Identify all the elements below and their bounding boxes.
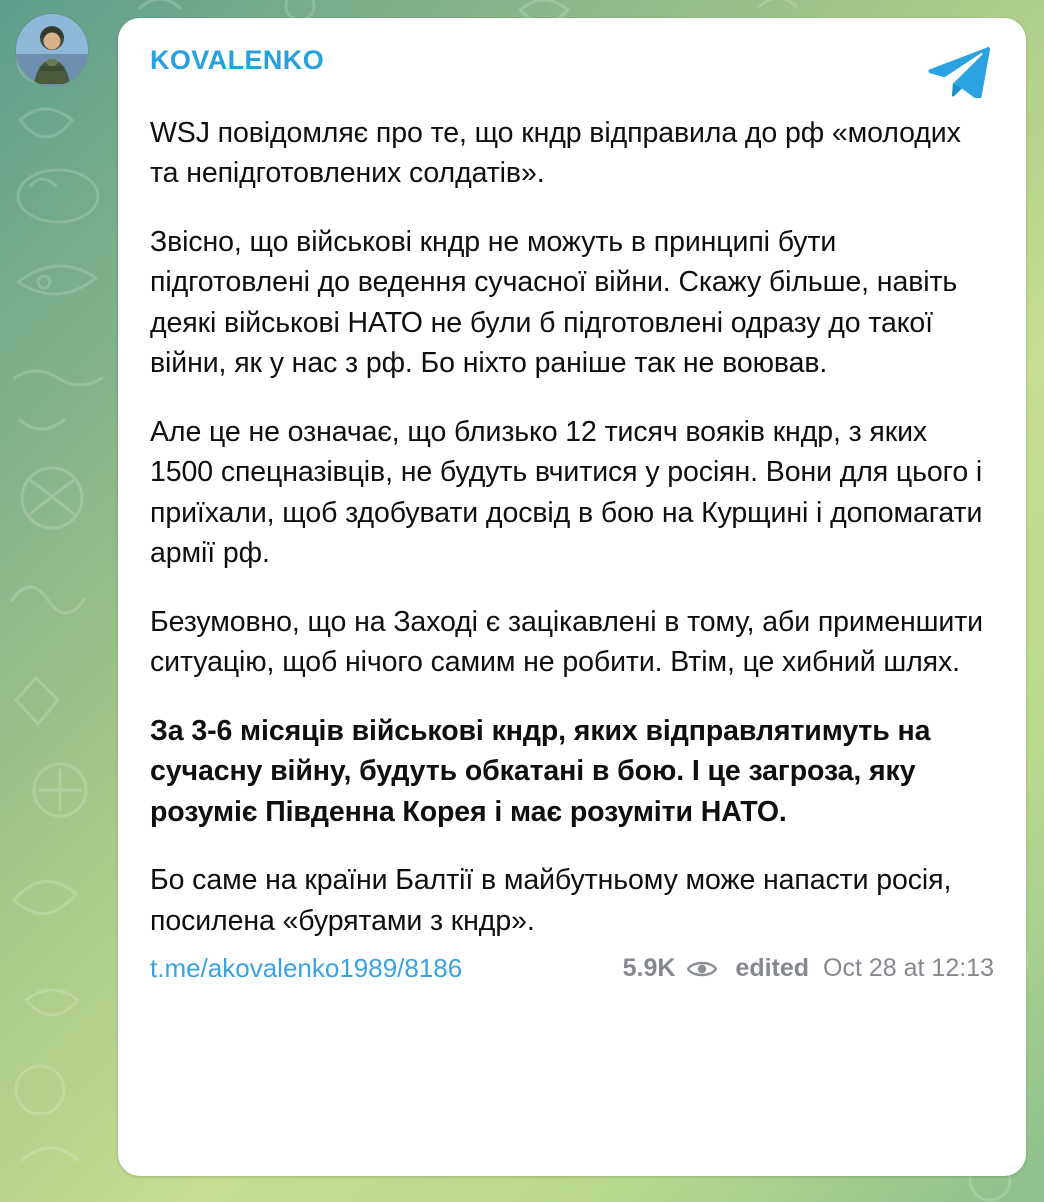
bubble-header bbox=[150, 46, 994, 103]
message-bubble[interactable] bbox=[118, 18, 1026, 1176]
message-footer bbox=[150, 953, 994, 984]
paragraph-4: Безумовно, що на Заході є зацікавлені в тому, аби применшити ситуацію, щоб нічого самим не робити. Втім, це хибний шлях. bbox=[150, 605, 983, 679]
post-permalink[interactable]: t.me/akovalenko1989/8186 bbox=[150, 952, 463, 983]
paragraph-6: Бо саме на країни Балтії в майбутньому може напасти росія, посилена «бурятами з кндр». bbox=[150, 864, 952, 937]
eye-icon bbox=[687, 959, 717, 979]
paragraph-5: За 3-6 місяців військові кндр, яких відправлятимуть на сучасну війну, будуть обкатані в бою. І це загроза, яку розуміє Південна Корея і має розуміти НАТО. bbox=[150, 714, 931, 828]
telegram-icon bbox=[928, 44, 990, 103]
edited-label: edited bbox=[735, 953, 810, 982]
paragraph-3: Але це не означає, що близько 12 тисяч вояків кндр, з яких 1500 спецназівців, не будуть вчитися у росіян. Вони для цього і приїхали, щоб здобувати досвід в бою на Курщині і допомагати армії рф. bbox=[150, 415, 983, 570]
avatar[interactable] bbox=[16, 14, 88, 86]
view-count: 5.9K bbox=[622, 953, 676, 982]
paragraph-1: WSJ повідомляє про те, що кндр відправила до рф «молодих та непідготовлених солдатів». bbox=[150, 117, 961, 190]
message-meta bbox=[623, 954, 994, 983]
avatar-photo bbox=[16, 14, 88, 86]
channel-name[interactable]: KOVALENKO bbox=[150, 45, 325, 75]
post-timestamp: Oct 28 at 12:13 bbox=[823, 953, 994, 982]
paragraph-2: Звісно, що військові кндр не можуть в принципі бути підготовлені до ведення сучасної війни. Скажу більше, навіть деякі військові НАТО не були б підготовлені одразу до такої війни, як у нас з рф. Бо ніхто раніше так не воював. bbox=[150, 225, 958, 380]
message-text bbox=[150, 113, 994, 941]
